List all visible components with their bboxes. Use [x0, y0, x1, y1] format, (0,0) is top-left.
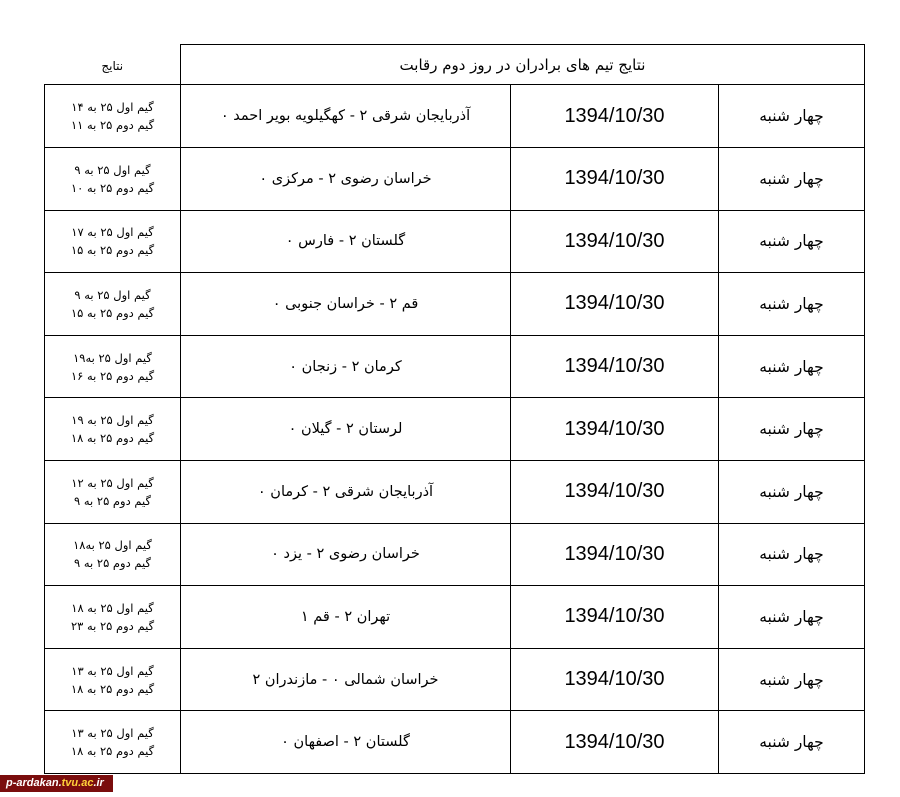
table-row — [45, 398, 865, 461]
result-cell — [45, 586, 181, 649]
result-cell — [45, 273, 181, 336]
game2-score: گیم دوم ۲۵ به ۱۰ — [70, 180, 155, 195]
game2-score: گیم دوم ۲۵ به ۹ — [74, 493, 151, 508]
day-cell: چهار شنبه — [719, 648, 865, 711]
results-header-label: نتایج — [101, 58, 124, 73]
day-cell: چهار شنبه — [719, 398, 865, 461]
watermark-highlight: tvu.ac — [61, 777, 94, 789]
date-cell: 1394/10/30 — [511, 711, 719, 774]
site-watermark — [0, 775, 113, 792]
result-cell — [45, 648, 181, 711]
day-cell: چهار شنبه — [719, 273, 865, 336]
table-title: نتایج تیم های برادران در روز دوم رقابت — [181, 45, 865, 85]
day-cell: چهار شنبه — [719, 210, 865, 273]
results-header-cell — [45, 45, 181, 85]
game2-score: گیم دوم ۲۵ به ۱۸ — [70, 744, 155, 759]
game1-score: گیم اول ۲۵ به ۱۴ — [71, 100, 154, 115]
game2-score: گیم دوم ۲۵ به ۱۸ — [70, 681, 155, 696]
table-row — [45, 85, 865, 148]
game2-score: گیم دوم ۲۵ به ۱۱ — [70, 118, 155, 133]
game2-score: گیم دوم ۲۵ به ۱۵ — [70, 305, 155, 320]
game1-score: گیم اول ۲۵ به ۹ — [74, 287, 151, 302]
watermark-suffix: .ir — [93, 777, 104, 789]
match-cell: خراسان شمالی ۰ - مازندران ۲ — [181, 648, 511, 711]
date-cell: 1394/10/30 — [511, 523, 719, 586]
table-row — [45, 147, 865, 210]
game1-score: گیم اول ۲۵ به ۱۹ — [71, 413, 154, 428]
match-cell: گلستان ۲ - اصفهان ۰ — [181, 711, 511, 774]
game1-score: گیم اول ۲۵ به۱۹ — [73, 350, 152, 365]
result-cell — [45, 398, 181, 461]
match-cell: تهران ۲ - قم ۱ — [181, 586, 511, 649]
game1-score: گیم اول ۲۵ به ۹ — [74, 162, 151, 177]
result-cell — [45, 335, 181, 398]
day-cell: چهار شنبه — [719, 85, 865, 148]
game1-score: گیم اول ۲۵ به ۱۳ — [71, 726, 154, 741]
day-cell: چهار شنبه — [719, 335, 865, 398]
day-cell: چهار شنبه — [719, 523, 865, 586]
game1-score: گیم اول ۲۵ به ۱۲ — [71, 475, 154, 490]
date-cell: 1394/10/30 — [511, 147, 719, 210]
day-cell: چهار شنبه — [719, 460, 865, 523]
game2-score: گیم دوم ۲۵ به ۲۳ — [70, 618, 155, 633]
results-table — [44, 44, 865, 774]
result-cell — [45, 460, 181, 523]
date-cell: 1394/10/30 — [511, 648, 719, 711]
table-row — [45, 648, 865, 711]
game1-score: گیم اول ۲۵ به ۱۸ — [71, 600, 154, 615]
day-cell: چهار شنبه — [719, 586, 865, 649]
date-cell: 1394/10/30 — [511, 210, 719, 273]
game2-score: گیم دوم ۲۵ به ۱۵ — [70, 243, 155, 258]
table-row — [45, 586, 865, 649]
match-cell: لرستان ۲ - گیلان ۰ — [181, 398, 511, 461]
watermark-prefix: p-ardakan. — [6, 777, 62, 789]
match-cell: آذربایجان شرقی ۲ - کهگیلویه بویر احمد ۰ — [181, 85, 511, 148]
game2-score: گیم دوم ۲۵ به ۱۸ — [70, 431, 155, 446]
table-row — [45, 210, 865, 273]
date-cell: 1394/10/30 — [511, 273, 719, 336]
day-cell: چهار شنبه — [719, 711, 865, 774]
result-cell — [45, 147, 181, 210]
table-row — [45, 523, 865, 586]
header-row — [45, 45, 865, 85]
match-cell: آذربایجان شرقی ۲ - کرمان ۰ — [181, 460, 511, 523]
day-cell: چهار شنبه — [719, 147, 865, 210]
match-cell: کرمان ۲ - زنجان ۰ — [181, 335, 511, 398]
match-cell: گلستان ۲ - فارس ۰ — [181, 210, 511, 273]
match-cell: قم ۲ - خراسان جنوبی ۰ — [181, 273, 511, 336]
table-row — [45, 335, 865, 398]
table-row — [45, 460, 865, 523]
date-cell: 1394/10/30 — [511, 398, 719, 461]
game1-score: گیم اول ۲۵ به ۱۳ — [71, 663, 154, 678]
result-cell — [45, 85, 181, 148]
table-row — [45, 273, 865, 336]
date-cell: 1394/10/30 — [511, 586, 719, 649]
result-cell — [45, 711, 181, 774]
match-cell: خراسان رضوی ۲ - یزد ۰ — [181, 523, 511, 586]
result-cell — [45, 210, 181, 273]
date-cell: 1394/10/30 — [511, 335, 719, 398]
game2-score: گیم دوم ۲۵ به ۱۶ — [70, 368, 155, 383]
date-cell: 1394/10/30 — [511, 460, 719, 523]
game1-score: گیم اول ۲۵ به ۱۷ — [71, 225, 154, 240]
game2-score: گیم دوم ۲۵ به ۹ — [74, 556, 151, 571]
date-cell: 1394/10/30 — [511, 85, 719, 148]
game1-score: گیم اول ۲۵ به۱۸ — [73, 538, 152, 553]
table-row — [45, 711, 865, 774]
match-cell: خراسان رضوی ۲ - مرکزی ۰ — [181, 147, 511, 210]
result-cell — [45, 523, 181, 586]
